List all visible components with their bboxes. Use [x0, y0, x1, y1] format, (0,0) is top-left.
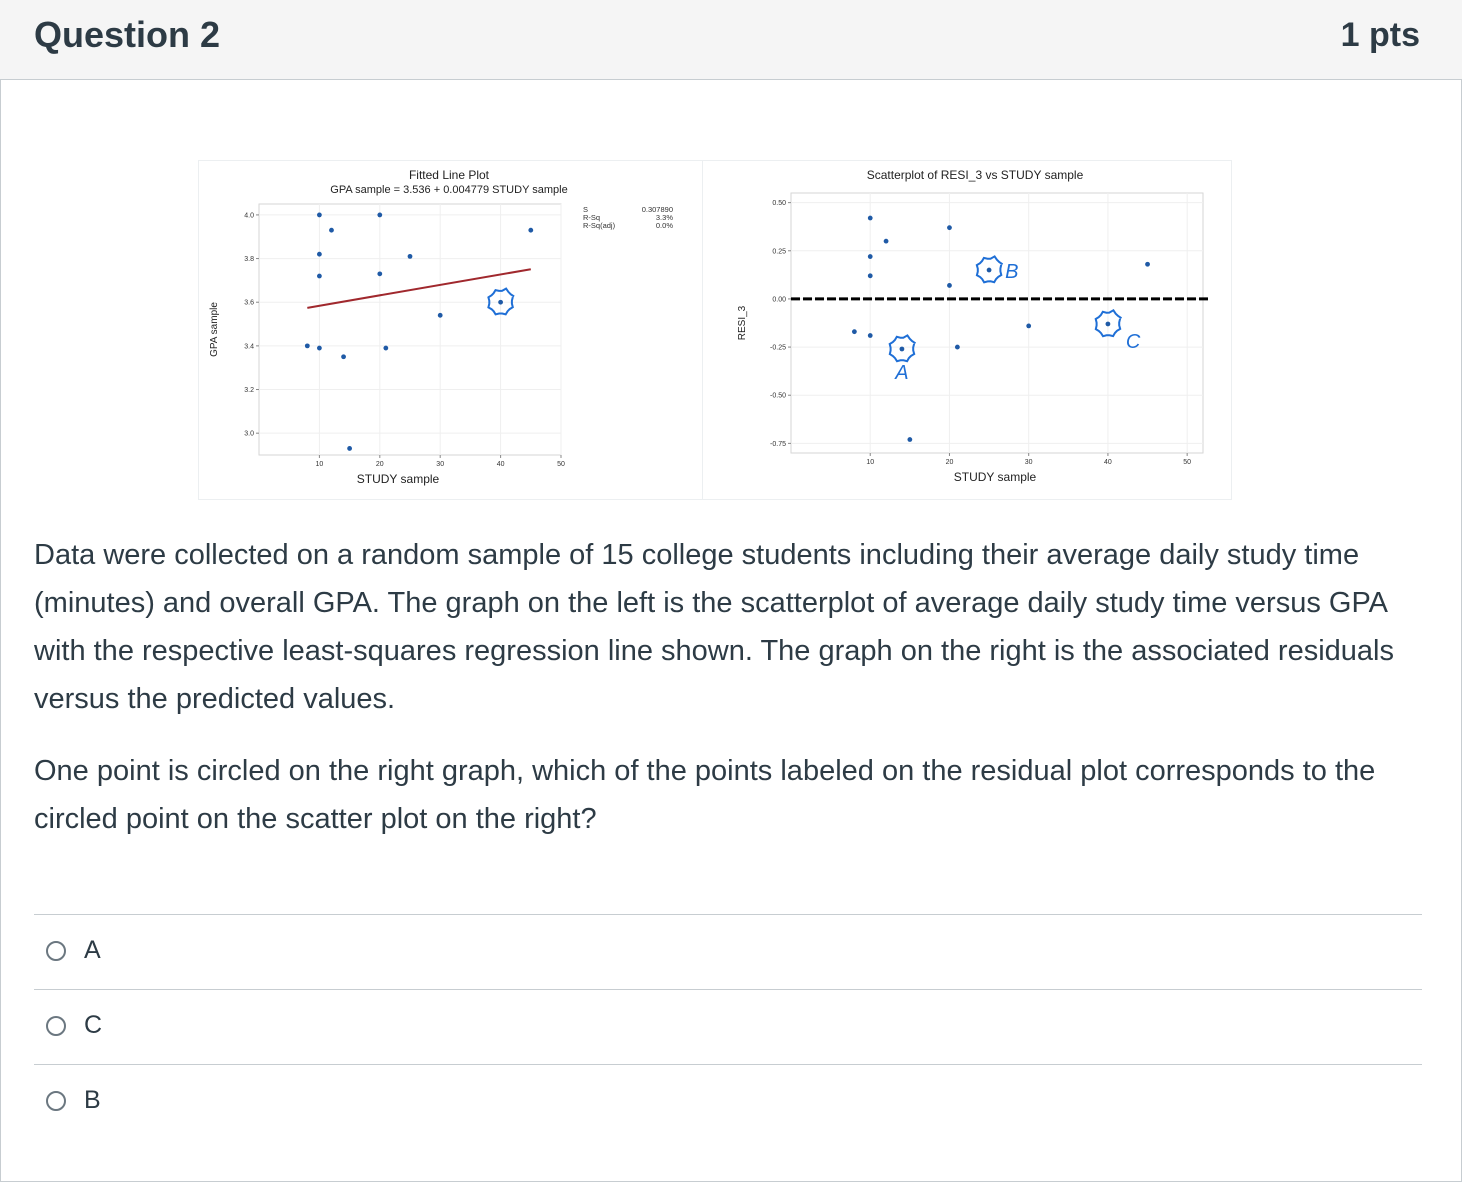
x-tick-label: 50	[1183, 459, 1192, 466]
data-point	[438, 313, 443, 318]
data-point	[377, 213, 382, 218]
data-point	[987, 268, 992, 273]
plot-area	[259, 204, 561, 455]
question-paragraph-1: Data were collected on a random sample of 15 college students including their average daily study time (minutes) and overall GPA. The graph on the left is the scatterplot of average daily study time versus GPA with the respective least-squares regression line shown. The graph on the right is the associated residuals versus the predicted values.	[34, 539, 1394, 715]
data-point	[868, 333, 873, 338]
x-axis-label: STUDY sample	[953, 470, 1037, 484]
data-point	[947, 225, 952, 230]
data-point	[900, 347, 905, 352]
chart-title: Fitted Line Plot	[408, 168, 490, 182]
y-tick-label: -0.50	[770, 392, 786, 400]
y-tick-label: 3.0	[244, 430, 254, 438]
answer-label: C	[84, 1011, 103, 1039]
x-tick-label: 10	[315, 461, 324, 468]
data-point	[329, 228, 334, 233]
stat-value: 0.0%	[655, 221, 673, 230]
annotation-label-b: B	[1005, 261, 1019, 284]
data-point	[317, 274, 322, 279]
data-point	[852, 329, 857, 334]
plot-area	[791, 193, 1203, 453]
data-point	[1026, 323, 1031, 328]
data-point	[955, 345, 960, 350]
radio-button[interactable]	[46, 941, 66, 961]
x-axis-label: STUDY sample	[356, 472, 440, 486]
data-point	[868, 273, 873, 278]
stat-label: S	[583, 205, 589, 214]
fitted-line-plot-panel	[198, 160, 704, 500]
answer-label: A	[84, 936, 101, 964]
stat-value: 0.307890	[641, 205, 673, 214]
y-tick-label: -0.25	[770, 344, 786, 352]
data-point	[1145, 262, 1150, 267]
x-tick-label: 50	[557, 461, 565, 468]
data-point	[884, 239, 889, 244]
chart-title: Scatterplot of RESI_3 vs STUDY sample	[866, 168, 1084, 182]
data-point	[317, 213, 322, 218]
fitted-line-plot	[199, 161, 705, 501]
y-tick-label: 4.0	[244, 212, 254, 220]
y-tick-label: 3.4	[244, 343, 254, 351]
stat-value: 3.3%	[655, 213, 673, 222]
annotation-label-c: C	[1125, 330, 1141, 353]
data-point	[383, 346, 388, 351]
x-tick-label: 20	[945, 459, 954, 466]
data-point	[498, 300, 503, 305]
question-title: Question 2	[34, 14, 221, 55]
answer-label: B	[84, 1086, 101, 1114]
x-tick-label: 20	[375, 461, 384, 468]
question-paragraph-2: One point is circled on the right graph, which of the points labeled on the residual plot corresponds to the circled point on the scatter plot on the right?	[34, 755, 1376, 835]
question-points: 1 pts	[1340, 16, 1420, 54]
y-tick-label: -0.75	[770, 440, 786, 448]
data-point	[408, 254, 413, 259]
annotation-label-a: A	[895, 362, 909, 384]
answer-option-a[interactable]	[34, 914, 1422, 989]
residual-plot-panel	[702, 160, 1232, 500]
radio-button[interactable]	[46, 1091, 66, 1111]
answer-option-b[interactable]	[34, 1064, 1422, 1139]
x-tick-label: 10	[866, 459, 875, 466]
x-tick-label: 30	[436, 461, 445, 468]
y-tick-label: 3.8	[244, 256, 254, 264]
data-point	[305, 343, 310, 348]
data-point	[1106, 322, 1111, 327]
radio-button[interactable]	[46, 1016, 66, 1036]
y-tick-label: 3.6	[244, 299, 254, 307]
y-axis-label: GPA sample	[209, 302, 220, 357]
data-point	[317, 252, 322, 257]
chart-subtitle: GPA sample = 3.536 + 0.004779 STUDY sample	[330, 184, 568, 196]
y-axis-label: RESI_3	[737, 305, 748, 341]
stat-label: R-Sq(adj)	[583, 221, 616, 230]
y-tick-label: 3.2	[244, 387, 254, 395]
residual-scatterplot	[703, 161, 1233, 501]
data-point	[868, 216, 873, 221]
x-tick-label: 40	[496, 461, 505, 468]
data-point	[341, 354, 346, 359]
data-point	[317, 346, 322, 351]
answer-option-c[interactable]	[34, 989, 1422, 1064]
data-point	[907, 437, 912, 442]
question-header	[0, 0, 1462, 80]
x-tick-label: 40	[1104, 459, 1112, 466]
data-point	[528, 228, 533, 233]
y-tick-label: 0.50	[772, 200, 786, 208]
y-tick-label: 0.25	[772, 248, 786, 256]
data-point	[347, 446, 352, 451]
x-tick-label: 30	[1024, 459, 1033, 466]
data-point	[947, 283, 952, 288]
stat-label: R-Sq	[583, 213, 601, 222]
answer-list	[34, 914, 1422, 1139]
y-tick-label: 0.00	[772, 296, 786, 304]
data-point	[868, 254, 873, 259]
data-point	[377, 271, 382, 276]
